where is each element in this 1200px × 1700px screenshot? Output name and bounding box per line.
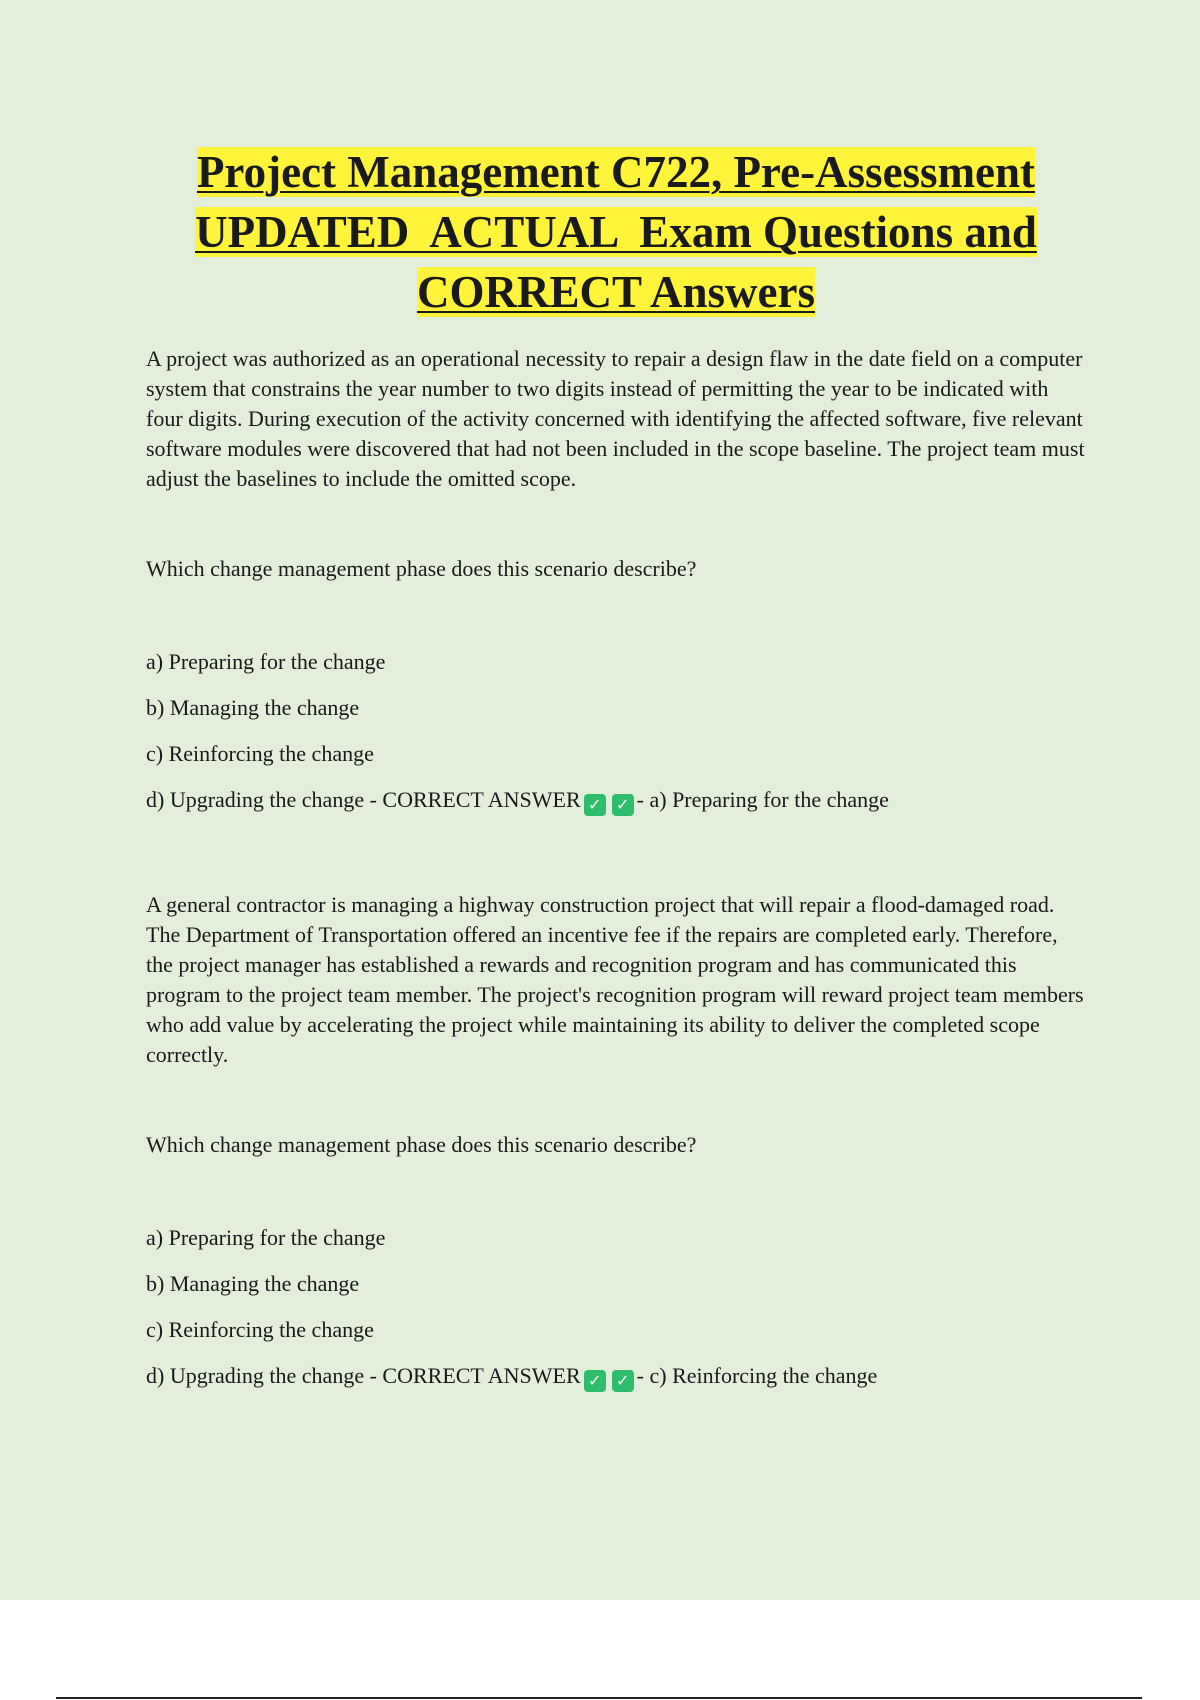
question-block-2 (146, 890, 1086, 1392)
options-list (146, 647, 1086, 769)
title-line-1: Project Management C722, Pre-Assessment (196, 147, 1036, 197)
option-b: b) Managing the change (146, 695, 360, 720)
options-list (146, 1223, 1086, 1345)
title-line-3: CORRECT Answers (417, 267, 815, 317)
option-d: d) Upgrading the change - CORRECT ANSWER (146, 1363, 581, 1388)
document-title (146, 142, 1086, 322)
option-c: c) Reinforcing the change (146, 741, 374, 766)
document-content (146, 142, 1086, 1392)
scenario-text: A general contractor is managing a highway construction project that will repair a flood-damaged road. The Department of Transportation offered an incentive fee if the repairs are completed early. Therefore, the project manager has established a rewards and recognition program and has communicated this program to the project team member. The project's recognition program will reward project team members who add value by accelerating the project while maintaining its ability to deliver the completed scope correctly. (146, 892, 1084, 1067)
check-box-icon: ✓ (584, 1370, 606, 1392)
option-d: d) Upgrading the change - CORRECT ANSWER (146, 787, 581, 812)
option-a: a) Preparing for the change (146, 649, 386, 674)
correct-answer: - a) Preparing for the change (636, 787, 889, 812)
option-b: b) Managing the change (146, 1271, 360, 1296)
question-prompt: Which change management phase does this scenario describe? (146, 556, 697, 581)
scenario-text: A project was authorized as an operational necessity to repair a design flaw in the date field on a computer system that constrains the year number to two digits instead of permitting the year to be indicated with four digits. During execution of the activity concerned with identifying the affected software, five relevant software modules were discovered that had not been included in the scope baseline. The project team must adjust the baselines to include the omitted scope. (146, 346, 1085, 491)
answer-line (146, 785, 1086, 816)
title-line-2: UPDATED ACTUAL Exam Questions and (195, 207, 1037, 257)
option-a: a) Preparing for the change (146, 1225, 386, 1250)
option-c: c) Reinforcing the change (146, 1317, 374, 1342)
check-box-icon: ✓ (612, 1370, 634, 1392)
check-box-icon: ✓ (584, 794, 606, 816)
answer-line (146, 1361, 1086, 1392)
footer-divider (56, 1697, 1142, 1699)
correct-answer: - c) Reinforcing the change (636, 1363, 878, 1388)
question-prompt: Which change management phase does this scenario describe? (146, 1132, 697, 1157)
check-box-icon: ✓ (612, 794, 634, 816)
question-block-1 (146, 344, 1086, 816)
